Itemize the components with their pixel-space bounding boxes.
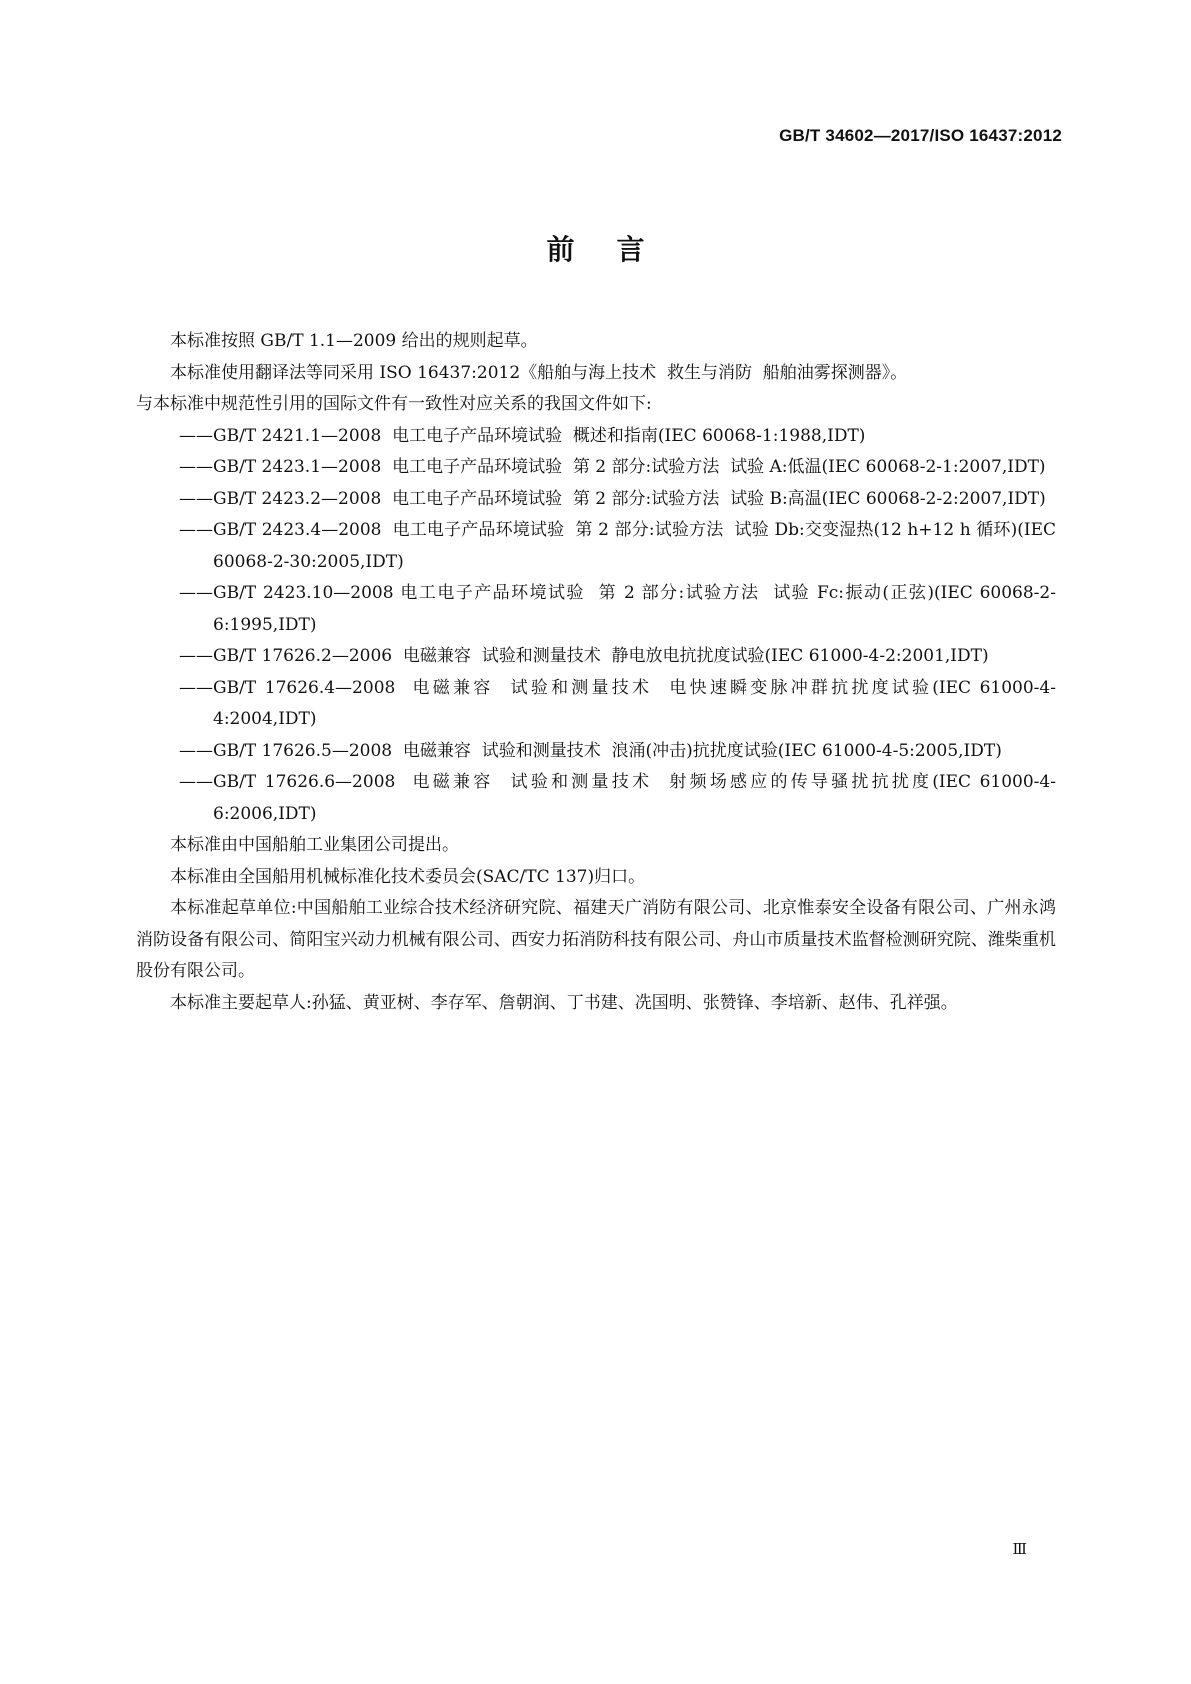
drafting-rule-paragraph: 本标准按照 GB/T 1.1—2009 给出的规则起草。	[170, 331, 538, 351]
reference-item: ——GB/T 2423.4—2008 电工电子产品环境试验 第 2 部分:试验方法 试验 Db:交变湿热(12 h+12 h 循环)(IEC 60068-2-30:2005,IDT)	[179, 520, 1062, 572]
reference-item: ——GB/T 2423.10—2008 电工电子产品环境试验 第 2 部分:试验方法 试验 Fc:振动(正弦)(IEC 60068-2-6:1995,IDT)	[179, 583, 1056, 635]
foreword-body	[136, 326, 1062, 1019]
drafters-paragraph: 本标准主要起草人:孙猛、黄亚树、李存军、詹朝润、丁书建、冼国明、张赞锋、李培新、赵伟、孔祥强。	[170, 992, 958, 1013]
reference-item: ——GB/T 2421.1—2008 电工电子产品环境试验 概述和指南(IEC 60068-1:1988,IDT)	[179, 425, 866, 446]
reference-item: ——GB/T 2423.2—2008 电工电子产品环境试验 第 2 部分:试验方法 试验 B:高温(IEC 60068-2-2:2007,IDT)	[179, 488, 1046, 509]
proposed-by-paragraph: 本标准由中国船舶工业集团公司提出。	[170, 835, 459, 855]
reference-item: ——GB/T 17626.2—2006 电磁兼容 试验和测量技术 静电放电抗扰度试验(IEC 61000-4-2:2001,IDT)	[179, 646, 989, 666]
drafting-units-paragraph: 本标准起草单位:中国船舶工业综合技术经济研究院、福建天广消防有限公司、北京惟泰安全设备有限公司、广州永鸿消防设备有限公司、简阳宝兴动力机械有限公司、西安力拓消防科技有限公司、舟山市质量技术监督检测研究院、潍柴重机股份有限公司。	[136, 898, 1056, 981]
standard-number: GB/T 34602—2017/ISO 16437:2012	[779, 126, 1062, 145]
page-title: 前言	[546, 233, 687, 266]
reference-item: ——GB/T 17626.5—2008 电磁兼容 试验和测量技术 浪涌(冲击)抗扰度试验(IEC 61000-4-5:2005,IDT)	[179, 740, 1002, 761]
page-number: Ⅲ	[1012, 1540, 1027, 1558]
translation-paragraph: 本标准使用翻译法等同采用 ISO 16437:2012《船舶与海上技术 救生与消防 船舶油雾探测器》。	[170, 362, 908, 383]
reference-item: ——GB/T 2423.1—2008 电工电子产品环境试验 第 2 部分:试验方法 试验 A:低温(IEC 60068-2-1:2007,IDT)	[179, 457, 1046, 477]
reference-item: ——GB/T 17626.4—2008 电磁兼容 试验和测量技术 电快速瞬变脉冲群抗扰度试验(IEC 61000-4-4:2004,IDT)	[179, 677, 1056, 729]
correspondence-intro-paragraph: 与本标准中规范性引用的国际文件有一致性对应关系的我国文件如下:	[136, 394, 652, 414]
reference-item: ——GB/T 17626.6—2008 电磁兼容 试验和测量技术 射频场感应的传导骚扰抗扰度(IEC 61000-4-6:2006,IDT)	[179, 772, 1056, 824]
centralized-by-paragraph: 本标准由全国船用机械标准化技术委员会(SAC/TC 137)归口。	[170, 866, 646, 887]
reference-list	[136, 421, 1062, 831]
